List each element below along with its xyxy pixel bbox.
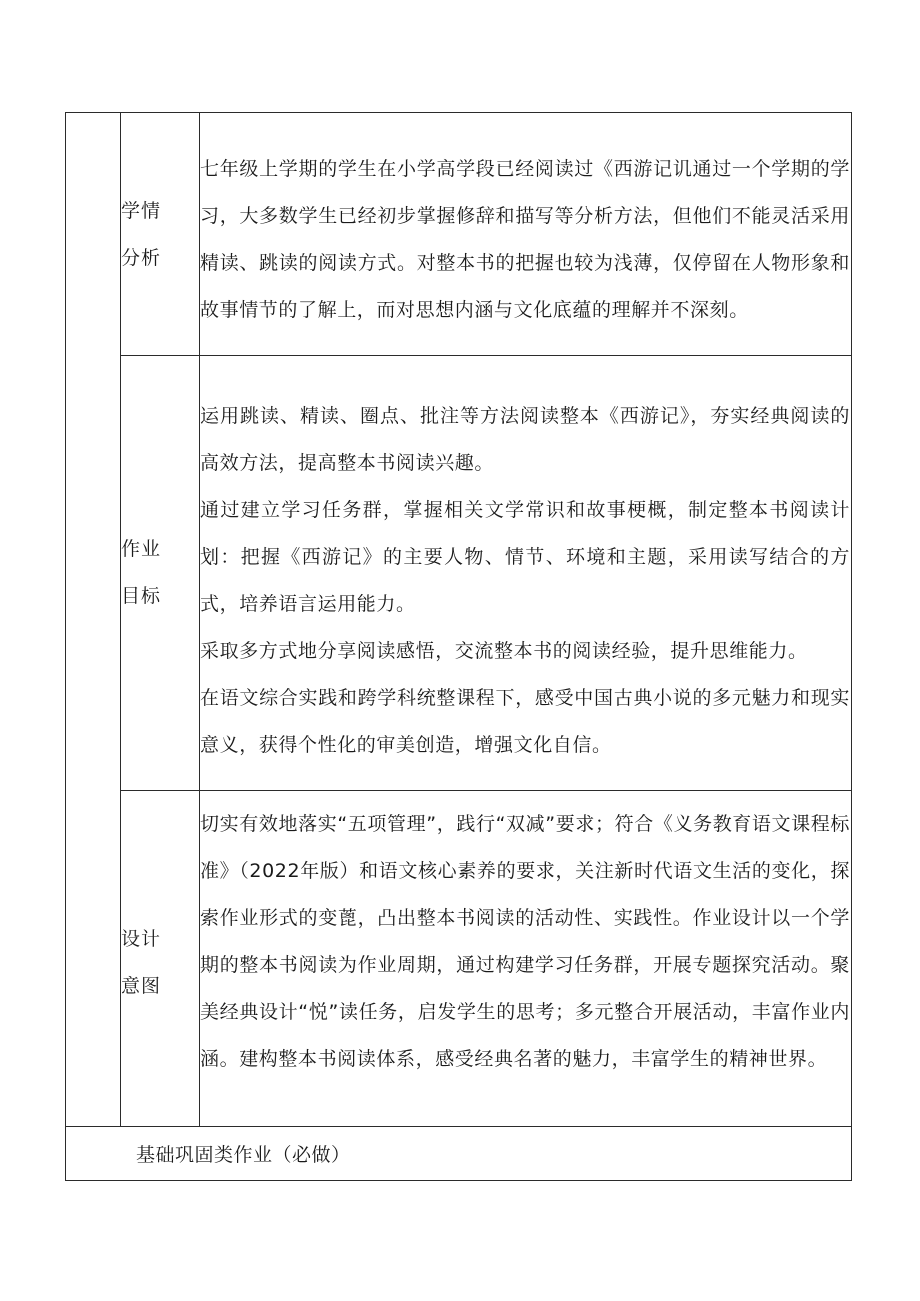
paragraph: 通过建立学习任务群，掌握相关文学常识和故事梗概，制定整本书阅读计划：把握《西游记》的主要人物、情节、环境和主题，采用读写结合的方式，培养语言运用能力。 [200, 499, 850, 615]
border-right [851, 112, 852, 1181]
section-content-homework-goals [200, 393, 850, 769]
border-bottom [65, 1180, 852, 1181]
section-label-line: 作业 [121, 538, 162, 560]
border-row-1 [120, 355, 852, 356]
border-top [65, 112, 852, 113]
section-label-line: 学情 [121, 200, 162, 222]
border-left [65, 112, 66, 1181]
section-content-learning-analysis [200, 146, 850, 334]
section-label-design-intent [121, 916, 198, 1010]
paragraph: 采取多方式地分享阅读感悟，交流整本书的阅读经验，提升思维能力。 [200, 640, 808, 662]
section-label-line: 分析 [121, 247, 162, 269]
border-row-3 [65, 1126, 852, 1127]
section-label-homework-goals [121, 526, 198, 620]
section-label-line: 设计 [121, 928, 162, 950]
section-label-line: 目标 [121, 585, 162, 607]
paragraph: 切实有效地落实“五项管理”，践行“双减”要求；符合《义务教育语文课程标准》（2022年版）和语文核心素养的要求，关注新时代语文生活的变化，探索作业形式的变蓖，凸出整本书阅读的活动性、实践性。作业设计以一个学期的整本书阅读为作业周期，通过构建学习任务群，开展专题探究活动。聚美经典设计“悦”读任务，启发学生的思考；多元整合开展活动，丰富作业内涵。建构整本书阅读体系，感受经典名著的魅力，丰富学生的精神世界。 [200, 813, 850, 1070]
paragraph: 七年级上学期的学生在小学高学段已经阅读过《西游记讥通过一个学期的学习，大多数学生已经初步掌握修辞和描写等分析方法，但他们不能灵活采用精读、跳读的阅读方式。对整本书的把握也较为浅薄，仅停留在人物形象和故事情节的了解上，而对思想内涵与文化底蕴的理解并不深刻。 [200, 158, 850, 321]
border-row-2 [120, 790, 852, 791]
footer-row-label: 基础巩固类作业（必做） [136, 1144, 351, 1166]
paragraph: 运用跳读、精读、圈点、批注等方法阅读整本《西游记》，夯实经典阅读的高效方法，提高整本书阅读兴趣。 [200, 405, 850, 474]
section-content-design-intent [200, 801, 850, 1083]
section-label-learning-analysis [121, 188, 198, 282]
section-label-line: 意图 [121, 975, 162, 997]
paragraph: 在语文综合实践和跨学科统整课程下，感受中国古典小说的多元魅力和现实意义，获得个性化的审美创造，增强文化自信。 [200, 687, 850, 756]
